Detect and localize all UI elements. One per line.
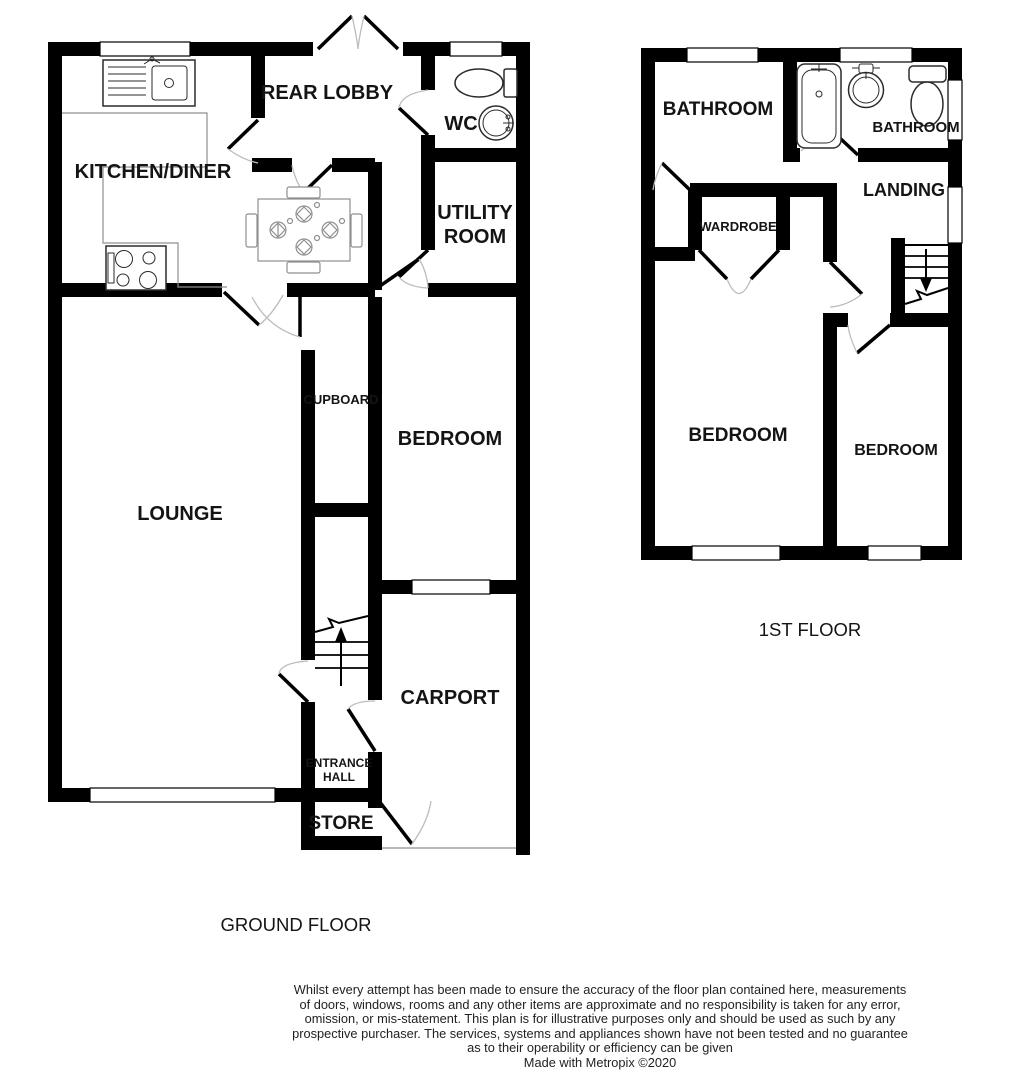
door-rear-lobby-wc	[399, 90, 428, 135]
first-floor-title: 1ST FLOOR	[758, 619, 862, 640]
door-lounge-entrance-hall	[279, 661, 308, 702]
door-leaf	[377, 259, 419, 288]
door-leaf	[857, 325, 890, 353]
room-label-bathroom-left: BATHROOM	[662, 99, 774, 120]
door-store	[379, 801, 431, 844]
stairs-down-icon	[905, 245, 948, 304]
room-label-utility-line1: UTILITY	[437, 202, 513, 224]
door-swing-arc	[412, 801, 431, 844]
wc-sink-icon	[479, 106, 514, 140]
room-label-wc: WC	[444, 113, 478, 135]
window	[692, 546, 780, 560]
door-swing-arc	[419, 259, 428, 288]
door-leaf	[830, 262, 862, 294]
window	[412, 580, 490, 594]
room-label-kitchen-diner: KITCHEN/DINER	[74, 161, 232, 183]
room-label-wardrobe: WARDROBE	[699, 219, 777, 234]
room-label-entrance-line1: ENTRANCE	[305, 756, 373, 770]
door-leaf	[348, 709, 375, 751]
door-swing-arc	[252, 295, 300, 337]
ground-floor-plan	[48, 16, 530, 935]
disclaimer-line: omission, or mis-statement. This plan is for illustrative purposes only and should be used as such by any	[304, 1011, 896, 1027]
room-label-bedroom-left: BEDROOM	[688, 425, 788, 446]
door-swing-arc	[399, 277, 428, 288]
window	[868, 546, 921, 560]
up-arrow-icon	[335, 627, 347, 642]
window	[840, 48, 912, 62]
double-doors-lounge	[224, 292, 300, 337]
down-arrow-icon	[920, 278, 932, 292]
kitchen-sink-icon	[103, 57, 195, 106]
door-leaf	[662, 163, 690, 190]
door-leaf	[399, 108, 428, 135]
metropix-credit: Made with Metropix ©2020	[523, 1054, 677, 1070]
window	[450, 42, 502, 56]
window	[100, 42, 190, 56]
door-bathroom-left	[653, 163, 690, 190]
room-label-ground-bedroom: BEDROOM	[397, 428, 503, 450]
disclaimer-line: of doors, windows, rooms and any other items are approximate and no responsibility is taken for any error,	[299, 996, 901, 1012]
room-label-utility-line2: ROOM	[443, 226, 507, 248]
door-entrance-hall-carport	[348, 701, 375, 751]
door-kitchen-rear-lobby	[228, 120, 258, 163]
bathroom-sink-icon	[849, 64, 884, 108]
window	[948, 187, 962, 243]
door-bedroom-right	[848, 325, 890, 353]
room-label-lounge: LOUNGE	[137, 503, 223, 525]
door-bedroom-left	[830, 262, 862, 307]
room-label-store: STORE	[308, 813, 374, 834]
window	[90, 788, 275, 802]
room-label-carport: CARPORT	[400, 687, 500, 709]
disclaimer	[170, 983, 1029, 1071]
door-leaf	[379, 801, 412, 844]
door-swing-arc	[727, 279, 751, 294]
room-label-landing: LANDING	[863, 180, 945, 200]
stairs-up-icon	[315, 616, 368, 686]
window	[687, 48, 758, 62]
french-doors	[313, 16, 403, 56]
bathroom-toilet-icon	[909, 66, 946, 126]
door-swing-arc	[830, 294, 862, 307]
door-leaf	[279, 674, 308, 702]
stove-icon	[106, 246, 166, 290]
door-swing-arc	[348, 701, 375, 709]
door-swing-arc	[399, 90, 428, 108]
ground-floor-title: GROUND FLOOR	[220, 914, 372, 935]
door-swing-arc	[279, 661, 308, 674]
door-leaf	[699, 250, 779, 279]
door-leaf	[228, 120, 258, 149]
room-label-rear-lobby: REAR LOBBY	[260, 82, 394, 104]
disclaimer-line: Whilst every attempt has been made to ensure the accuracy of the floor plan contained here, measurements	[293, 982, 907, 997]
door-swing-arc	[848, 325, 857, 353]
room-label-bathroom-right: BATHROOM	[872, 119, 960, 136]
door-leaf	[224, 292, 300, 337]
wardrobe-doors	[699, 250, 779, 294]
room-label-entrance-line2: HALL	[323, 770, 355, 784]
first-floor-plan	[641, 48, 962, 640]
room-label-cupboard: CUPBOARD	[303, 392, 379, 407]
dining-table-icon	[246, 187, 362, 273]
bathtub-icon	[797, 64, 841, 148]
disclaimer-line: as to their operability or efficiency can be given	[467, 1040, 733, 1056]
toilet-icon	[455, 69, 517, 97]
disclaimer-line: prospective purchaser. The services, systems and appliances shown have not been tested and no guarantee	[292, 1025, 908, 1041]
room-label-bedroom-right: BEDROOM	[854, 442, 938, 459]
